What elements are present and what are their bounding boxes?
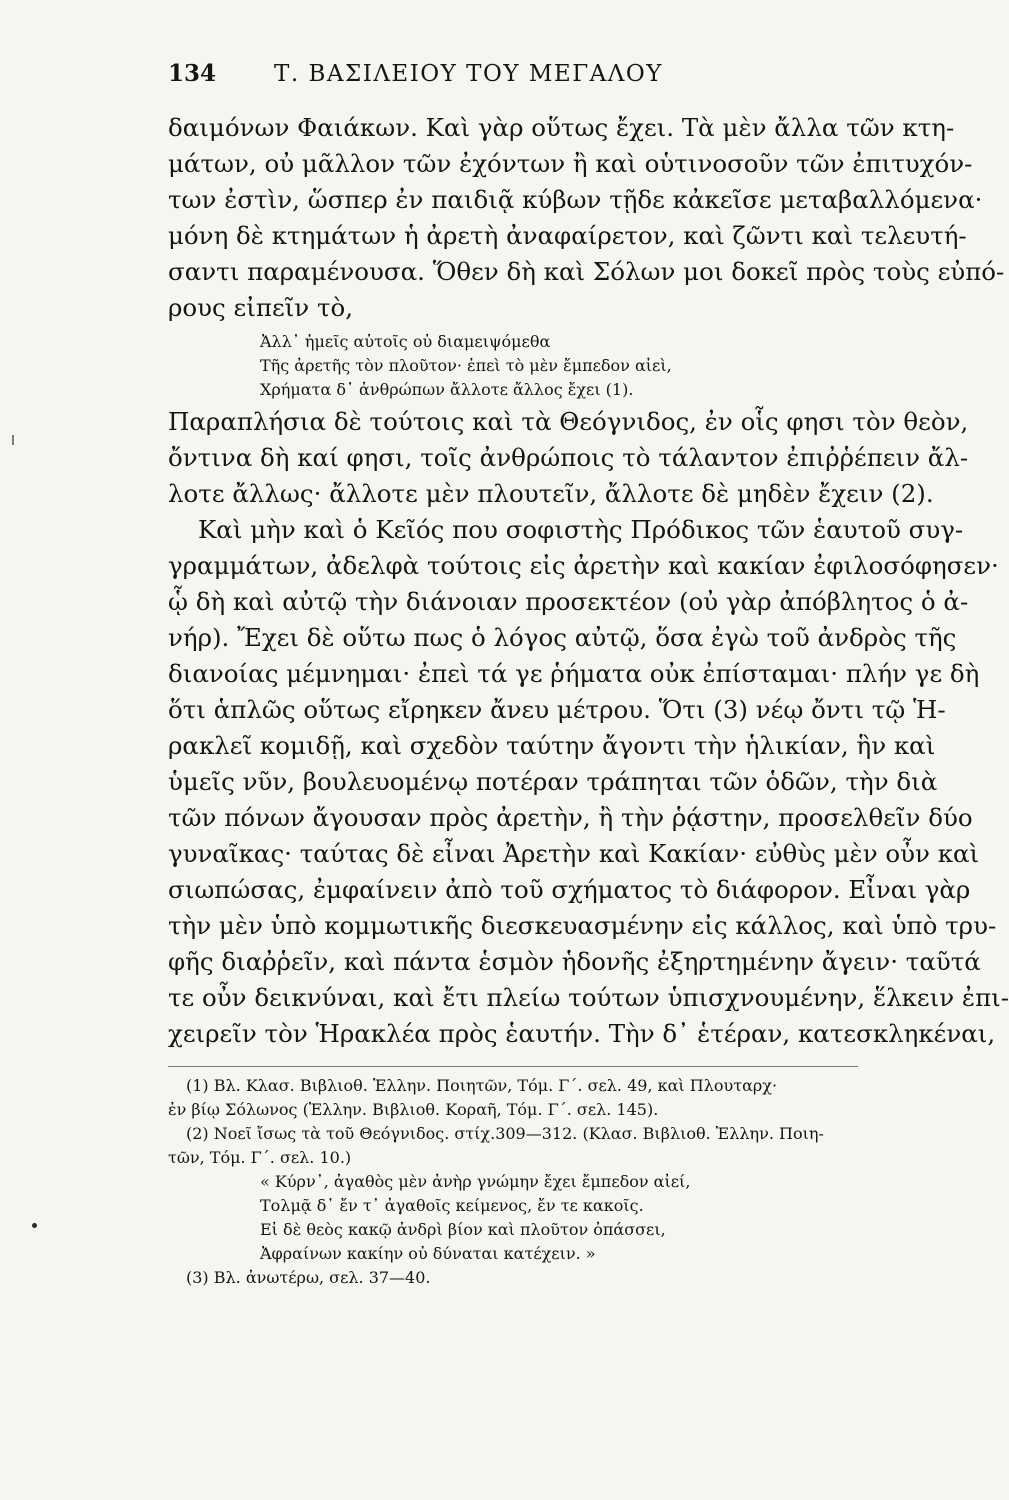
body-line: Καὶ μὴν καὶ ὁ Κεῖός που σοφιστὴς Πρόδικος τῶν ἑαυτοῦ συγ-: [198, 515, 964, 544]
body-line: των ἐστὶν, ὥσπερ ἐν παιδιᾷ κύβων τῇδε κἀκεῖσε μεταβαλλόμενα·: [168, 185, 983, 214]
body-line: σαντι παραμένουσα. Ὅθεν δὴ καὶ Σόλων μοι δοκεῖ πρὸς τοὺς εὐπό-: [168, 257, 1005, 286]
body-line: χειρεῖν τὸν Ἡρακλέα πρὸς ἑαυτήν. Τὴν δ᾽ ἑτέραν, κατεσκληκέναι,: [168, 1019, 996, 1048]
footnote-divider: [168, 1066, 858, 1067]
body-line: τὴν μὲν ὑπὸ κομμωτικῆς διεσκευασμένην εἰς κάλλος, καὶ ὑπὸ τρυ-: [168, 911, 997, 940]
body-line: ρακλεῖ κομιδῇ, καὶ σχεδὸν ταύτην ἄγοντι τὴν ἡλικίαν, ἣν καὶ: [168, 731, 936, 760]
running-head: Τ. ΒΑΣΙΛΕΙΟΥ ΤΟΥ ΜΕΓΑΛΟΥ: [274, 61, 663, 87]
body-line: Παραπλήσια δὲ τούτοις καὶ τὰ Θεόγνιδος, ἐν οἷς φησι τὸν θεὸν,: [168, 407, 969, 436]
footnote-verse-line: Ἀφραίνων κακίην οὐ δύναται κατέχειν. »: [260, 1244, 596, 1263]
footnote-line: ἐν βίῳ Σόλωνος (Ἑλλην. Βιβλιοθ. Κοραῆ, Τόμ. Γ΄. σελ. 145).: [168, 1100, 659, 1119]
body-line: μόνη δὲ κτημάτων ἡ ἀρετὴ ἀναφαίρετον, καὶ ζῶντι καὶ τελευτή-: [168, 221, 967, 250]
quote-line: Ἀλλ᾽ ἡμεῖς αὐτοῖς οὐ διαμειψόμεθα: [260, 332, 551, 351]
footnote-line: (1) Βλ. Κλασ. Βιβλιοθ. Ἑλλην. Ποιητῶν, Τόμ. Γ΄. σελ. 49, καὶ Πλουταρχ·: [186, 1076, 778, 1095]
body-line: γραμμάτων, ἀδελφὰ τούτοις εἰς ἀρετὴν καὶ κακίαν ἐφιλοσόφησεν·: [168, 551, 999, 580]
footnote-verse-line: Τολμᾷ δ᾽ ἔν τ᾽ ἀγαθοῖς κείμενος, ἔν τε κακοῖς.: [260, 1196, 644, 1215]
body-line: ᾧ δὴ καὶ αὐτῷ τὴν διάνοιαν προσεκτέον (οὐ γὰρ ἀπόβλητος ὁ ἀ-: [168, 587, 969, 616]
footnote-verse-line: « Κύρν᾽, ἀγαθὸς μὲν ἀνὴρ γνώμην ἔχει ἔμπεδον αἰεί,: [260, 1172, 691, 1191]
body-line: ὑμεῖς νῦν, βουλευομένῳ ποτέραν τράπηται τῶν ὁδῶν, τὴν διὰ: [168, 767, 938, 796]
footnote-line: τῶν, Τόμ. Γ΄. σελ. 10.): [168, 1148, 352, 1167]
body-line: δαιμόνων Φαιάκων. Καὶ γὰρ οὕτως ἔχει. Τὰ μὲν ἄλλα τῶν κτη-: [168, 113, 955, 142]
page-number: 134: [168, 60, 217, 87]
footnote-line: (2) Νοεῖ ἴσως τὰ τοῦ Θεόγνιδος. στίχ.309—312. (Κλασ. Βιβλιοθ. Ἑλλην. Ποιη-: [186, 1124, 824, 1143]
footnote-verse-line: Εἰ δὲ θεὸς κακῷ ἀνδρὶ βίον καὶ πλοῦτον ὀπάσσει,: [260, 1220, 666, 1239]
page-header: [168, 56, 868, 92]
footnotes: [168, 1074, 858, 1290]
body-line: μάτων, οὐ μᾶλλον τῶν ἐχόντων ἢ καὶ οὑτινοσοῦν τῶν ἐπιτυχόν-: [168, 149, 973, 178]
solon-quotation: [168, 330, 858, 402]
body-line: ὅτι ἁπλῶς οὕτως εἴρηκεν ἄνευ μέτρου. Ὅτι (3) νέῳ ὄντι τῷ Ἡ-: [168, 695, 946, 724]
footnote-line: (3) Βλ. ἀνωτέρω, σελ. 37—40.: [186, 1268, 431, 1287]
body-line: φῆς διαῤῥεῖν, καὶ πάντα ἑσμὸν ἡδονῆς ἐξηρτημένην ἄγειν· ταῦτά: [168, 947, 981, 976]
body-line: τε οὖν δεικνύναι, καὶ ἔτι πλείω τούτων ὑπισχνουμένην, ἕλκειν ἐπι-: [168, 983, 1009, 1012]
body-line: λοτε ἄλλως· ἄλλοτε μὲν πλουτεῖν, ἄλλοτε δὲ μηδὲν ἔχειν (2).: [168, 479, 934, 508]
body-line: ὄντινα δὴ καί φησι, τοῖς ἀνθρώποις τὸ τάλαντον ἐπιῤῥέπειν ἄλ-: [168, 443, 969, 472]
body-line: γυναῖκας· ταύτας δὲ εἶναι Ἀρετὴν καὶ Κακίαν· εὐθὺς μὲν οὖν καὶ: [168, 839, 980, 868]
body-line: σιωπώσας, ἐμφαίνειν ἀπὸ τοῦ σχήματος τὸ διάφορον. Εἶναι γὰρ: [168, 875, 971, 904]
body-line: νήρ). Ἔχει δὲ οὕτω πως ὁ λόγος αὐτῷ, ὅσα ἐγὼ τοῦ ἀνδρὸς τῆς: [168, 623, 957, 652]
quote-line: Χρήματα δ᾽ ἀνθρώπων ἄλλοτε ἄλλος ἔχει (1).: [260, 380, 634, 399]
body-line: ρους εἰπεῖν τὸ,: [168, 293, 354, 322]
margin-tick-mark: [12, 435, 14, 445]
body-line: τῶν πόνων ἄγουσαν πρὸς ἀρετὴν, ἢ τὴν ῥᾴστην, προσελθεῖν δύο: [168, 803, 973, 832]
margin-dot-mark: [32, 1223, 37, 1228]
quote-line: Τῆς ἀρετῆς τὸν πλοῦτον· ἐπεὶ τὸ μὲν ἔμπεδον αἰεὶ,: [260, 356, 672, 375]
body-line: διανοίας μέμνημαι· ἐπεὶ τά γε ῥήματα οὐκ ἐπίσταμαι· πλήν γε δὴ: [168, 659, 980, 688]
body-text: [168, 110, 1009, 1052]
